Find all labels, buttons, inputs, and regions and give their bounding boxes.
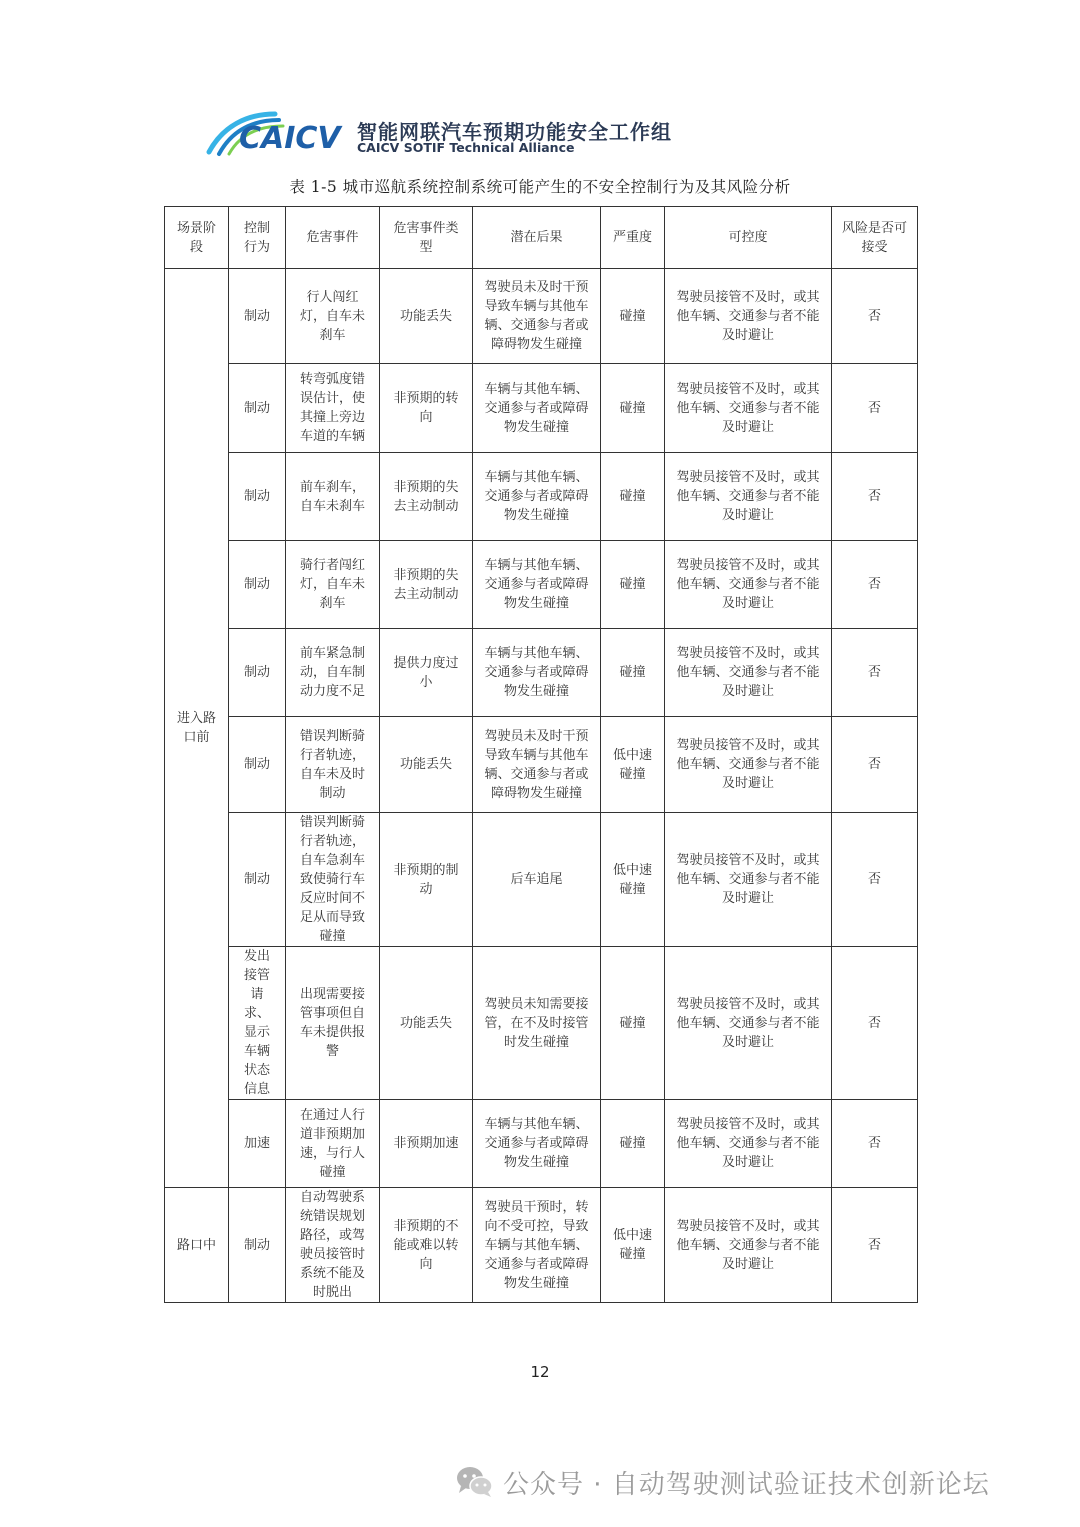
event-cell: 自动驾驶系统错误规划路径，或驾驶员接管时系统不能及时脱出 [286,1188,380,1303]
table-row [165,269,918,364]
acceptable-cell: 否 [832,364,918,453]
event-cell: 错误判断骑行者轨迹，自车急刹车致使骑行车反应时间不足从而导致碰撞 [286,813,380,947]
controllability-cell: 驾驶员接管不及时，或其他车辆、交通参与者不能及时避让 [665,364,832,453]
severity-cell: 碰撞 [601,364,665,453]
acceptable-cell: 否 [832,813,918,947]
scenario-cell: 进入路口前 [165,269,229,1188]
consequence-cell: 驾驶员未及时干预导致车辆与其他车辆、交通参与者或障碍物发生碰撞 [473,717,601,813]
org-name-en: CAICV SOTIF Technical Alliance [357,140,575,155]
page-number: 12 [530,1363,550,1381]
controllability-cell: 驾驶员接管不及时，或其他车辆、交通参与者不能及时避让 [665,1100,832,1188]
acceptable-cell: 否 [832,269,918,364]
acceptable-cell: 否 [832,1100,918,1188]
acceptable-cell: 否 [832,541,918,629]
type-cell: 功能丢失 [380,947,473,1100]
column-header-hazard-event: 危害事件 [286,207,380,269]
table-row [165,717,918,813]
severity-cell: 碰撞 [601,541,665,629]
page-header [205,108,685,160]
action-cell: 制动 [229,717,286,813]
controllability-cell: 驾驶员接管不及时，或其他车辆、交通参与者不能及时避让 [665,629,832,717]
table-row [165,453,918,541]
event-cell: 在通过人行道非预期加速，与行人碰撞 [286,1100,380,1188]
table-row [165,1100,918,1188]
table-row [165,541,918,629]
consequence-cell: 驾驶员未知需要接管，在不及时接管时发生碰撞 [473,947,601,1100]
controllability-cell: 驾驶员接管不及时，或其他车辆、交通参与者不能及时避让 [665,269,832,364]
action-cell: 制动 [229,453,286,541]
action-cell: 制动 [229,541,286,629]
type-cell: 提供力度过小 [380,629,473,717]
controllability-cell: 驾驶员接管不及时，或其他车辆、交通参与者不能及时避让 [665,541,832,629]
table-caption: 表 1-5 城市巡航系统控制系统可能产生的不安全控制行为及其风险分析 [289,178,791,196]
consequence-cell: 车辆与其他车辆、交通参与者或障碍物发生碰撞 [473,453,601,541]
column-header-hazard-type: 危害事件类型 [380,207,473,269]
table-row [165,364,918,453]
action-cell: 制动 [229,629,286,717]
type-cell: 非预期的不能或难以转向 [380,1188,473,1303]
type-cell: 非预期的失去主动制动 [380,541,473,629]
consequence-cell: 车辆与其他车辆、交通参与者或障碍物发生碰撞 [473,1100,601,1188]
consequence-cell: 驾驶员干预时，转向不受可控，导致车辆与其他车辆、交通参与者或障碍物发生碰撞 [473,1188,601,1303]
controllability-cell: 驾驶员接管不及时，或其他车辆、交通参与者不能及时避让 [665,813,832,947]
acceptable-cell: 否 [832,1188,918,1303]
consequence-cell: 车辆与其他车辆、交通参与者或障碍物发生碰撞 [473,629,601,717]
table-header-row [165,207,918,269]
column-header-severity: 严重度 [601,207,665,269]
severity-cell: 低中速碰撞 [601,1188,665,1303]
table-row [165,1188,918,1303]
event-cell: 出现需要接管事项但自车未提供报警 [286,947,380,1100]
type-cell: 功能丢失 [380,269,473,364]
severity-cell: 碰撞 [601,629,665,717]
acceptable-cell: 否 [832,947,918,1100]
event-cell: 骑行者闯红灯，自车未刹车 [286,541,380,629]
action-cell: 制动 [229,813,286,947]
action-cell: 制动 [229,1188,286,1303]
action-cell: 制动 [229,364,286,453]
type-cell: 非预期的制动 [380,813,473,947]
event-cell: 行人闯红灯，自车未刹车 [286,269,380,364]
event-cell: 错误判断骑行者轨迹，自车未及时制动 [286,717,380,813]
column-header-control-action: 控制行为 [229,207,286,269]
consequence-cell: 车辆与其他车辆、交通参与者或障碍物发生碰撞 [473,364,601,453]
controllability-cell: 驾驶员接管不及时，或其他车辆、交通参与者不能及时避让 [665,453,832,541]
acceptable-cell: 否 [832,453,918,541]
controllability-cell: 驾驶员接管不及时，或其他车辆、交通参与者不能及时避让 [665,717,832,813]
scenario-cell: 路口中 [165,1188,229,1303]
severity-cell: 碰撞 [601,269,665,364]
action-cell: 发出接管请求、显示车辆状态信息 [229,947,286,1100]
risk-analysis-table [164,206,918,1303]
table-row [165,629,918,717]
svg-text:CAICV: CAICV [239,121,341,156]
type-cell: 非预期的失去主动制动 [380,453,473,541]
watermark-text: 公众号 · 自动驾驶测试验证技术创新论坛 [503,1470,990,1500]
consequence-cell: 后车追尾 [473,813,601,947]
severity-cell: 低中速碰撞 [601,813,665,947]
controllability-cell: 驾驶员接管不及时，或其他车辆、交通参与者不能及时避让 [665,1188,832,1303]
acceptable-cell: 否 [832,629,918,717]
action-cell: 制动 [229,269,286,364]
controllability-cell: 驾驶员接管不及时，或其他车辆、交通参与者不能及时避让 [665,947,832,1100]
org-name-cn: 智能网联汽车预期功能安全工作组 [357,120,672,144]
event-cell: 前车紧急制动，自车制动力度不足 [286,629,380,717]
event-cell: 前车刹车，自车未刹车 [286,453,380,541]
severity-cell: 碰撞 [601,1100,665,1188]
consequence-cell: 车辆与其他车辆、交通参与者或障碍物发生碰撞 [473,541,601,629]
severity-cell: 碰撞 [601,453,665,541]
column-header-acceptable: 风险是否可接受 [832,207,918,269]
table-row [165,813,918,947]
type-cell: 功能丢失 [380,717,473,813]
column-header-consequence: 潜在后果 [473,207,601,269]
consequence-cell: 驾驶员未及时干预导致车辆与其他车辆、交通参与者或障碍物发生碰撞 [473,269,601,364]
action-cell: 加速 [229,1100,286,1188]
event-cell: 转弯弧度错误估计，使其撞上旁边车道的车辆 [286,364,380,453]
type-cell: 非预期加速 [380,1100,473,1188]
type-cell: 非预期的转向 [380,364,473,453]
wechat-icon [455,1464,495,1500]
severity-cell: 低中速碰撞 [601,717,665,813]
column-header-controllability: 可控度 [665,207,832,269]
severity-cell: 碰撞 [601,947,665,1100]
table-row [165,947,918,1100]
column-header-scenario: 场景阶段 [165,207,229,269]
caicv-logo [205,108,355,160]
acceptable-cell: 否 [832,717,918,813]
